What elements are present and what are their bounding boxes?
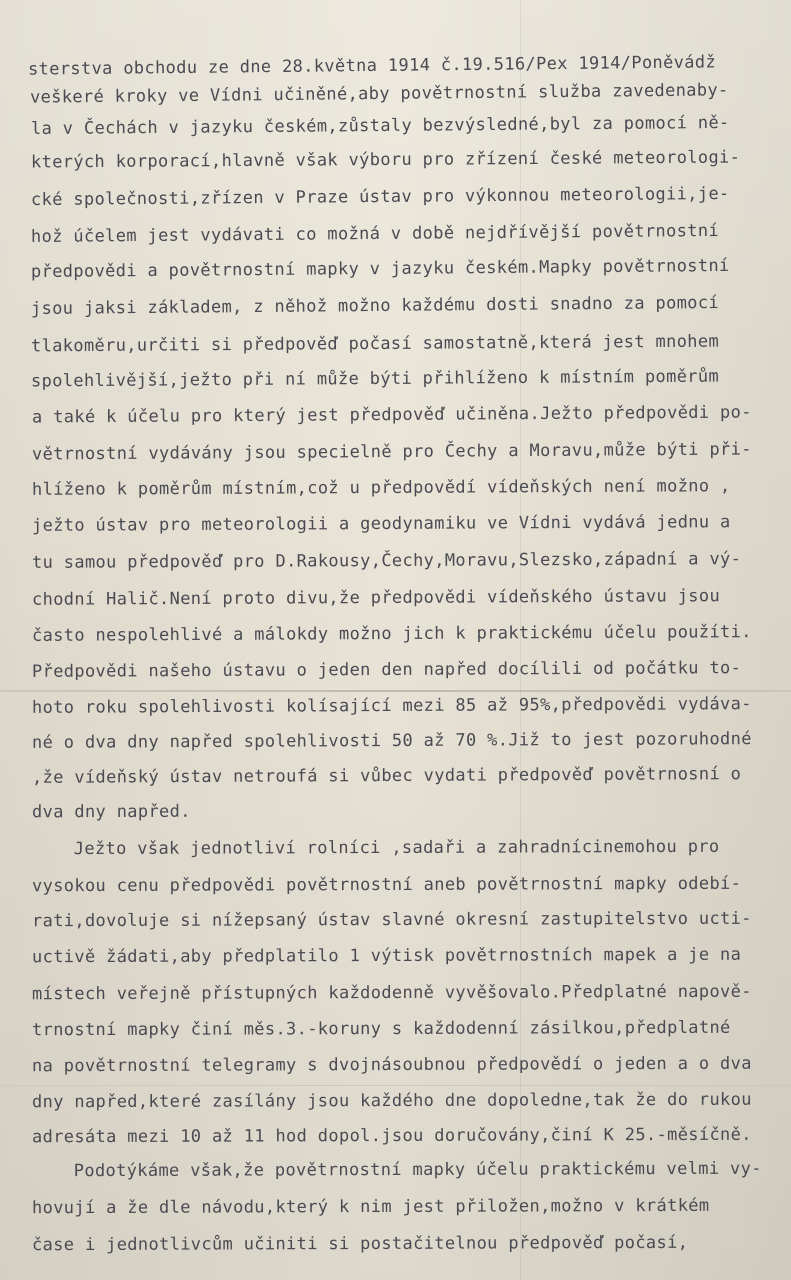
text-line: jsou jaksi základem, z něhož možno každému dosti snadno za pomocí <box>30 292 720 320</box>
text-line: veškeré kroky ve Vídni učiněné,aby povětrnostní služba zavedenaby- <box>29 80 729 108</box>
text-line: často nespolehlivé a málokdy možno jich k praktickému účelu použíti. <box>31 622 752 646</box>
text-line: čase i jednotlivcům učiniti si postačitelnou předpověď počasí, <box>31 1232 689 1256</box>
text-line: la v Čechách v jazyku českém,zůstaly bezvýsledné,byl za pomocí ně- <box>30 112 730 140</box>
text-line: vysokou cenu předpovědi povětrnostní aneb povětrnostní mapky odebí- <box>31 873 742 897</box>
text-line: tu samou předpověď pro D.Rakousy,Čechy,Moravu,Slezsko,západní a vý- <box>31 549 742 573</box>
text-line: hož účelem jest vydávati co možná v době nejdřívější povětrnostní <box>30 220 720 248</box>
text-line: cké společnosti,zřízen v Praze ústav pro výkonnou meteorologii,je- <box>30 183 730 211</box>
text-line: kterých korporací,hlavně však výboru pro zřízení české meteorologi- <box>30 147 741 173</box>
text-line: uctivě žádati,aby předplatilo 1 výtisk povětrnostních mapek a je na <box>31 944 742 968</box>
text-line: a také k účelu pro který jest předpověď učiněna.Ježto předpovědi po- <box>31 402 752 428</box>
text-line: sterstva obchodu ze dne 28.května 1914 č.19.516/Pex 1914/Poněvádž <box>27 52 717 80</box>
text-line: spolehlivější,ježto při ní může býti přihlíženo k místním poměrům <box>30 366 720 392</box>
text-line: Podotýkáme však,že povětrnostní mapky účelu praktickému velmi vy- <box>41 1158 762 1182</box>
text-line: trnostní mapky činí měs.3.-koruny s každodenní zásilkou,předplatné <box>31 1017 731 1041</box>
text-line: Ježto však jednotliví rolníci ,sadaři a zahradnícinemohou pro <box>41 836 720 860</box>
text-line: hlíženo k poměrům místním,což u předpovědí vídeňských není možno , <box>31 476 731 500</box>
text-line: rati,dovoluje si nížepsaný ústav slavné okresní zastupitelstvo ucti- <box>31 908 752 932</box>
paper-fold-crease-lower <box>0 1085 791 1086</box>
text-line: ,že vídeňský ústav netroufá si vůbec vydati předpověď povětrnosní o <box>31 764 742 788</box>
text-line: hovují a že dle návodu,který k nim jest přiložen,možno v krátkém <box>31 1195 710 1219</box>
text-line: adresáta mezi 10 až 11 hod dopol.jsou doručovány,činí K 25.-měsíčně. <box>31 1124 752 1148</box>
text-line: Předpovědi našeho ústavu o jeden den napřed docílili od počátku to- <box>31 658 742 682</box>
text-line: né o dva dny napřed spolehlivosti 50 až 70 %.Již to jest pozoruhodné <box>31 729 752 753</box>
text-line: místech veřejně přístupných každodenně vyvěšovalo.Předplatné napově- <box>31 981 752 1005</box>
text-line: hoto roku spolehlivosti kolísající mezi 85 až 95%,předpovědi vydáva- <box>31 694 752 718</box>
paper-fold-crease <box>0 690 791 692</box>
text-line: předpovědi a povětrnostní mapky v jazyku českém.Mapky povětrnostní <box>30 255 730 283</box>
text-line: dva dny napřed. <box>31 801 191 823</box>
text-line: tlakoměru,určiti si předpověď počasí samostatně,která jest mnohem <box>30 331 720 357</box>
text-line: chodní Halič.Není proto divu,že předpovědi vídeňského ústavu jsou <box>31 586 721 610</box>
text-line: ježto ústav pro meteorologii a geodynamiku ve Vídni vydává jednu a <box>31 512 731 536</box>
text-line: na povětrnostní telegramy s dvojnásoubnou předpovědí o jeden a o dva <box>31 1053 752 1077</box>
text-line: větrnostní vydávány jsou specielně pro Čechy a Moravu,může býti při- <box>31 439 752 465</box>
text-line: dny napřed,které zasílány jsou každého dne dopoledne,tak že do rukou <box>31 1089 752 1113</box>
